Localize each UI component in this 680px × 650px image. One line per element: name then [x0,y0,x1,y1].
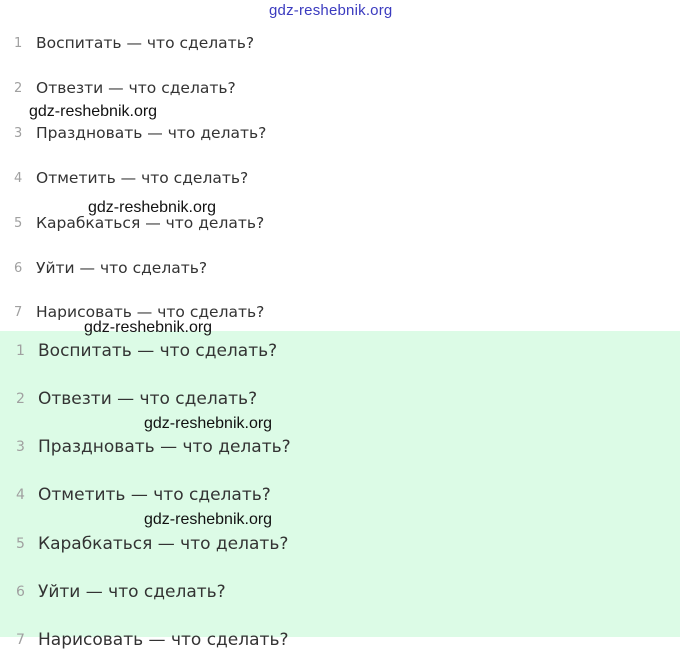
item-text: Отметить — что сделать? [38,485,271,505]
watermark-text: gdz-reshebnik.org [144,511,273,528]
item-text: Воспитать — что сделать? [38,341,278,361]
item-text: Воспитать — что сделать? [36,34,255,52]
item-number: 1 [14,36,23,51]
item-text: Отвезти — что сделать? [36,79,236,97]
item-number: 5 [14,216,23,231]
item-number: 2 [16,391,25,407]
item-text: Карабкаться — что делать? [38,534,289,554]
item-number: 4 [16,487,25,503]
item-number: 3 [16,439,25,455]
item-number: 7 [14,305,23,320]
item-text: Отвезти — что сделать? [38,389,258,409]
item-number: 7 [16,632,25,648]
item-number: 3 [14,126,23,141]
item-text: Праздновать — что делать? [38,437,291,457]
item-number: 6 [14,261,23,276]
item-text: Нарисовать — что сделать? [36,303,265,321]
item-number: 4 [14,171,23,186]
item-number: 5 [16,536,25,552]
watermark-text: gdz-reshebnik.org [88,199,217,216]
watermark-text: gdz-reshebnik.org [29,103,158,120]
item-number: 6 [16,584,25,600]
item-text: Нарисовать — что сделать? [38,630,289,650]
header-watermark: gdz-reshebnik.org [269,2,393,19]
item-text: Праздновать — что делать? [36,124,267,142]
watermark-text: gdz-reshebnik.org [144,415,273,432]
item-number: 2 [14,81,23,96]
item-text: Отметить — что сделать? [36,169,249,187]
answer-block [0,331,680,650]
item-text: Уйти — что сделать? [36,259,208,277]
item-number: 1 [16,343,25,359]
item-text: Карабкаться — что делать? [36,214,265,232]
item-text: Уйти — что сделать? [38,582,226,602]
watermark-text: gdz-reshebnik.org [84,319,213,336]
